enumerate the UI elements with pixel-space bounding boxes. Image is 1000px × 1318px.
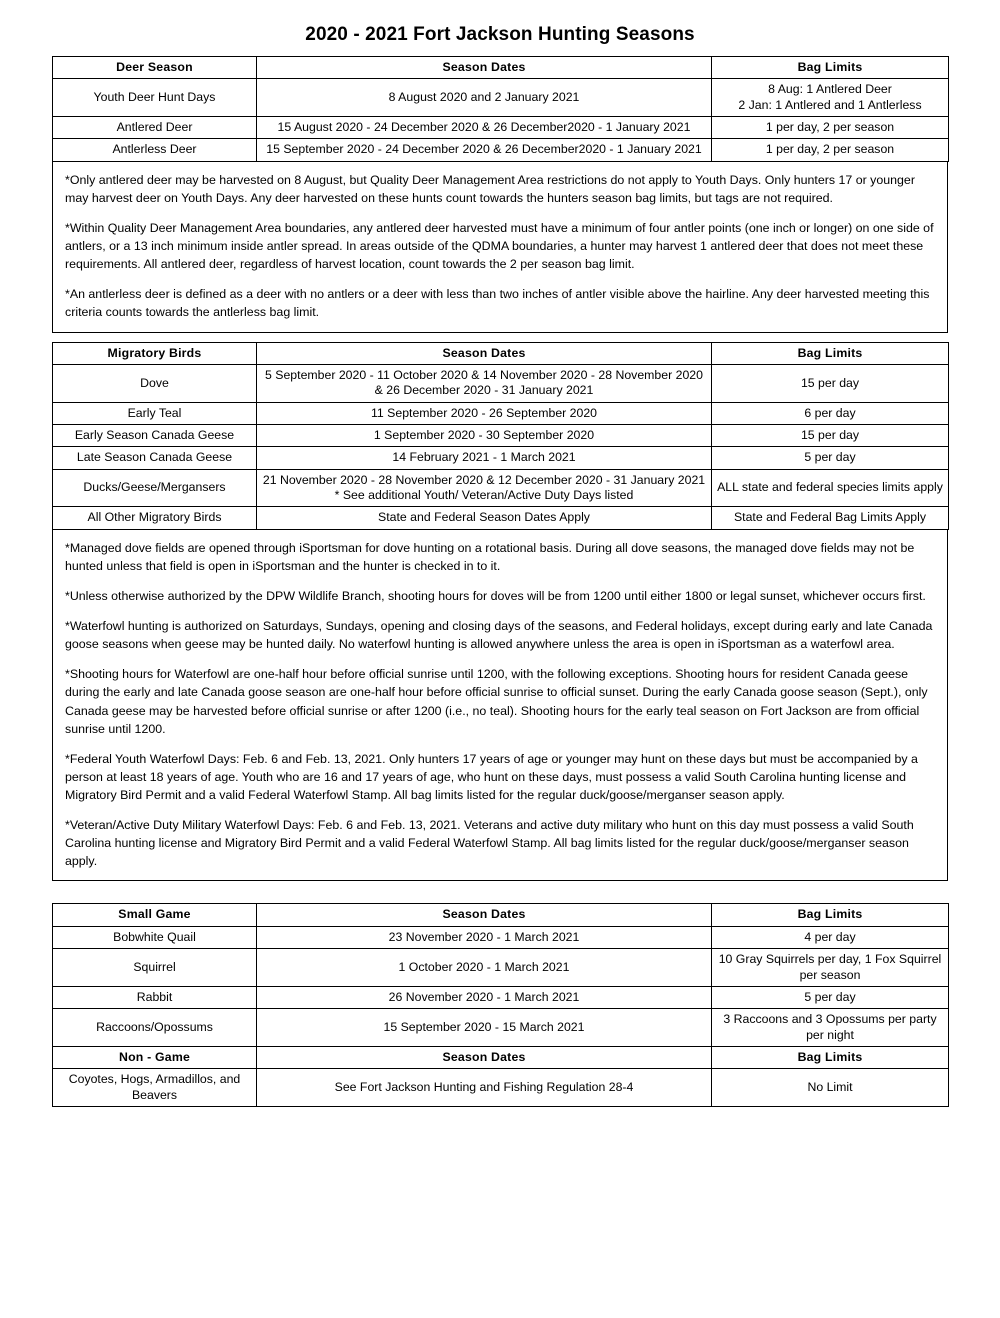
non-game-row-dates: See Fort Jackson Hunting and Fishing Regulation 28-4 xyxy=(257,1069,712,1107)
table-row xyxy=(53,507,949,529)
migratory-row-name: Late Season Canada Geese xyxy=(53,447,257,469)
deer-note: *Only antlered deer may be harvested on 8 August, but Quality Deer Management Area restrictions do not apply to Youth Days. Only hunters 17 or younger may harvest deer on Youth Days. Any deer harvested on these hunts count towards the hunters season bag limits, but tags are not required. xyxy=(65,172,915,205)
deer-row-name: Antlerless Deer xyxy=(53,139,257,161)
migratory-note: *Unless otherwise authorized by the DPW Wildlife Branch, shooting hours for doves will be from 1200 until either 1800 or legal sunset, whichever occurs first. xyxy=(65,589,926,604)
document-body xyxy=(52,56,948,1107)
small-game-row-limits: 5 per day xyxy=(712,986,949,1008)
migratory-row-limits: State and Federal Bag Limits Apply xyxy=(712,507,949,529)
table-row xyxy=(53,986,949,1008)
deer-header-category: Deer Season xyxy=(53,57,257,79)
deer-note: *An antlerless deer is defined as a deer with no antlers or a deer with less than two inches of antler visible above the hairline. Any deer harvested meeting this criteria counts towards the antlerless bag limit. xyxy=(65,287,930,320)
non-game-header-category: Non - Game xyxy=(53,1046,257,1068)
table-row xyxy=(53,926,949,948)
migratory-row-name: All Other Migratory Birds xyxy=(53,507,257,529)
migratory-row-limits: 6 per day xyxy=(712,402,949,424)
migratory-row-limits: 15 per day xyxy=(712,364,949,402)
table-row xyxy=(53,402,949,424)
migratory-row-name: Dove xyxy=(53,364,257,402)
deer-row-limits: 1 per day, 2 per season xyxy=(712,139,949,161)
non-game-header-dates: Season Dates xyxy=(257,1046,712,1068)
small-game-row-limits: 10 Gray Squirrels per day, 1 Fox Squirrel per season xyxy=(712,949,949,987)
deer-note: *Within Quality Deer Management Area boundaries, any antlered deer harvested must have a minimum of four antler points (one inch or longer) on one side of antlers, or a 13 inch minimum inside antler spread. In areas outside of the QDMA boundaries, a hunter may harvest 1 antlered deer that does not meet these requirements. All antlered deer, regardless of harvest location, count towards the 2 per season bag limit. xyxy=(65,221,934,272)
migratory-row-dates: 21 November 2020 - 28 November 2020 & 12 December 2020 - 31 January 2021 * See additional Youth/ Veteran/Active Duty Days listed xyxy=(257,469,712,507)
table-row xyxy=(53,469,949,507)
small-game-row-name: Squirrel xyxy=(53,949,257,987)
page-title: 2020 - 2021 Fort Jackson Hunting Seasons xyxy=(305,24,695,45)
table-row xyxy=(53,425,949,447)
small-game-row-name: Rabbit xyxy=(53,986,257,1008)
deer-row-name: Antlered Deer xyxy=(53,117,257,139)
migratory-row-name: Ducks/Geese/Mergansers xyxy=(53,469,257,507)
small-game-row-name: Raccoons/Opossums xyxy=(53,1009,257,1047)
migratory-note: *Managed dove fields are opened through iSportsman for dove hunting on a rotational basis. During all dove seasons, the managed dove fields may not be hunted unless that field is open in iSportsman and the hunter is checked in to it. xyxy=(65,540,915,573)
small-game-row-dates: 1 October 2020 - 1 March 2021 xyxy=(257,949,712,987)
table-header-row xyxy=(53,342,949,364)
section-spacer xyxy=(52,881,948,903)
small-game-row-dates: 26 November 2020 - 1 March 2021 xyxy=(257,986,712,1008)
deer-row-limits: 1 per day, 2 per season xyxy=(712,117,949,139)
table-row xyxy=(53,949,949,987)
small-game-header-category: Small Game xyxy=(53,904,257,926)
deer-row-dates: 15 August 2020 - 24 December 2020 & 26 December2020 - 1 January 2021 xyxy=(257,117,712,139)
migratory-note: *Shooting hours for Waterfowl are one-half hour before official sunrise until 1200, with the following exceptions. Shooting hours for resident Canada geese during the early and late Canada goose season are one-half hour before official sunrise to official sunset. During the early Canada goose season (Sept.), only Canada geese may be harvested before official sunrise or after 1200 (i.e., no teal). Shooting hours for the early teal season on Fort Jackson are from official sunrise until 1200. xyxy=(65,667,928,736)
small-game-row-limits: 3 Raccoons and 3 Opossums per party per night xyxy=(712,1009,949,1047)
migratory-row-limits: ALL state and federal species limits apply xyxy=(712,469,949,507)
deer-row-name: Youth Deer Hunt Days xyxy=(53,79,257,117)
migratory-birds-table xyxy=(52,342,949,530)
migratory-row-dates: 5 September 2020 - 11 October 2020 & 14 November 2020 - 28 November 2020 & 26 December 2020 - 31 January 2021 xyxy=(257,364,712,402)
small-game-row-name: Bobwhite Quail xyxy=(53,926,257,948)
migratory-note: *Veteran/Active Duty Military Waterfowl Days: Feb. 6 and Feb. 13, 2021. Veterans and active duty military who hunt on this day must possess a valid South Carolina hunting license and Migratory Bird Permit and a valid Federal Waterfowl Stamp. All bag limits listed for the regular duck/goose/merganser season apply. xyxy=(65,818,914,869)
migratory-header-category: Migratory Birds xyxy=(53,342,257,364)
migratory-row-dates: 11 September 2020 - 26 September 2020 xyxy=(257,402,712,424)
deer-header-limits: Bag Limits xyxy=(712,57,949,79)
migratory-notes-box xyxy=(52,530,948,882)
migratory-header-dates: Season Dates xyxy=(257,342,712,364)
migratory-row-limits: 5 per day xyxy=(712,447,949,469)
table-row xyxy=(53,1009,949,1047)
migratory-row-name: Early Teal xyxy=(53,402,257,424)
small-game-row-dates: 23 November 2020 - 1 March 2021 xyxy=(257,926,712,948)
migratory-row-dates: 1 September 2020 - 30 September 2020 xyxy=(257,425,712,447)
small-game-header-dates: Season Dates xyxy=(257,904,712,926)
deer-row-dates: 8 August 2020 and 2 January 2021 xyxy=(257,79,712,117)
table-header-row xyxy=(53,57,949,79)
table-row xyxy=(53,79,949,117)
small-game-table xyxy=(52,903,949,1107)
migratory-header-limits: Bag Limits xyxy=(712,342,949,364)
table-row xyxy=(53,447,949,469)
migratory-row-limits: 15 per day xyxy=(712,425,949,447)
migratory-note: *Waterfowl hunting is authorized on Saturdays, Sundays, opening and closing days of the seasons, and Federal holidays, except during early and late Canada goose seasons when geese may be hunted daily. No waterfowl hunting is allowed anywhere unless the area is open in iSportsman as a waterfowl area. xyxy=(65,619,933,652)
small-game-header-limits: Bag Limits xyxy=(712,904,949,926)
non-game-row-name: Coyotes, Hogs, Armadillos, and Beavers xyxy=(53,1069,257,1107)
table-header-row xyxy=(53,1046,949,1068)
deer-header-dates: Season Dates xyxy=(257,57,712,79)
small-game-row-limits: 4 per day xyxy=(712,926,949,948)
deer-row-dates: 15 September 2020 - 24 December 2020 & 26 December2020 - 1 January 2021 xyxy=(257,139,712,161)
non-game-row-limits: No Limit xyxy=(712,1069,949,1107)
deer-season-table xyxy=(52,56,949,162)
deer-row-limits: 8 Aug: 1 Antlered Deer 2 Jan: 1 Antlered and 1 Antlerless xyxy=(712,79,949,117)
table-row xyxy=(53,1069,949,1107)
small-game-row-dates: 15 September 2020 - 15 March 2021 xyxy=(257,1009,712,1047)
migratory-row-dates: State and Federal Season Dates Apply xyxy=(257,507,712,529)
non-game-header-limits: Bag Limits xyxy=(712,1046,949,1068)
table-row xyxy=(53,117,949,139)
table-row xyxy=(53,364,949,402)
section-spacer xyxy=(52,333,948,342)
table-row xyxy=(53,139,949,161)
migratory-row-dates: 14 February 2021 - 1 March 2021 xyxy=(257,447,712,469)
migratory-row-name: Early Season Canada Geese xyxy=(53,425,257,447)
table-header-row xyxy=(53,904,949,926)
migratory-note: *Federal Youth Waterfowl Days: Feb. 6 and Feb. 13, 2021. Only hunters 17 years of age or younger may hunt on these days but must be accompanied by a person at least 18 years of age. Youth who are 16 and 17 years of age, who hunt on these days, must possess a valid South Carolina hunting license and Migratory Bird Permit and a valid Federal Waterfowl Stamp. All bag limits listed for the regular duck/goose/merganser season apply. xyxy=(65,751,918,802)
deer-notes-box xyxy=(52,162,948,333)
